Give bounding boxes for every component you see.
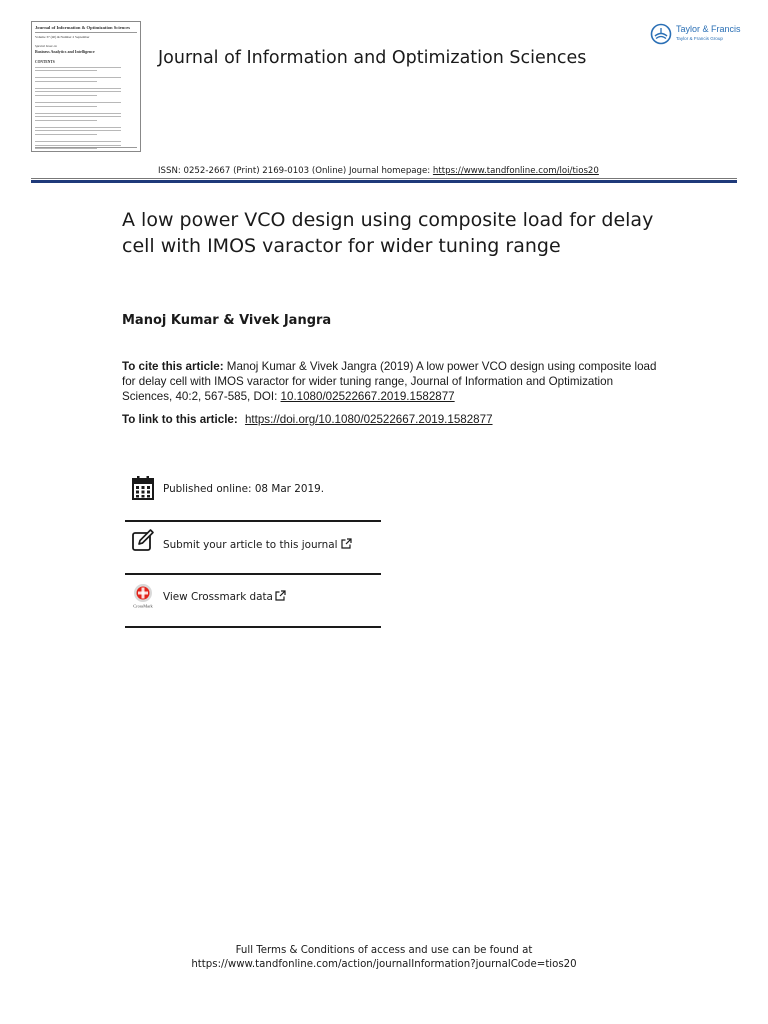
- submit-article-text: Submit your article to this journal: [163, 539, 338, 551]
- info-divider: [125, 626, 381, 628]
- submit-article-link[interactable]: [163, 538, 352, 551]
- issn-text: ISSN: 0252-2667 (Print) 2169-0103 (Online) Journal homepage:: [158, 166, 433, 176]
- crossmark-icon: [131, 583, 155, 609]
- terms-url-link[interactable]: https://www.tandfonline.com/action/journalInformation?journalCode=tios20: [191, 959, 577, 970]
- publisher-subname: Taylor & Francis Group: [676, 36, 723, 41]
- external-link-icon: [275, 590, 286, 601]
- cover-contents-label: CONTENTS: [35, 60, 55, 64]
- publisher-name: Taylor & Francis: [676, 24, 741, 34]
- header-divider-thin: [31, 178, 737, 179]
- terms-line: Full Terms & Conditions of access and use can be found at: [235, 945, 533, 956]
- cover-title: Journal of Information & Optimization Sciences: [35, 25, 137, 33]
- external-link-icon: [341, 538, 352, 549]
- journal-title: Journal of Information and Optimization Sciences: [158, 48, 587, 68]
- terms-footer: [0, 944, 768, 972]
- article-link-block: [122, 413, 493, 426]
- issn-line: [158, 166, 599, 176]
- submit-article-item[interactable]: [125, 528, 381, 568]
- journal-cover-thumbnail: [31, 21, 141, 152]
- cover-issue-subject: Business Analytics and Intelligence: [35, 49, 95, 54]
- info-divider: [125, 573, 381, 575]
- journal-homepage-link[interactable]: https://www.tandfonline.com/loi/tios20: [432, 166, 599, 176]
- calendar-icon: [131, 475, 155, 501]
- publisher-logo[interactable]: [650, 22, 742, 48]
- citation-block: [122, 359, 662, 404]
- info-divider: [125, 520, 381, 522]
- article-doi-link[interactable]: https://doi.org/10.1080/02522667.2019.1582877: [244, 413, 493, 426]
- crossmark-link[interactable]: [163, 590, 286, 603]
- cover-volume: Volume 37 (40) & Number 2 September: [35, 35, 90, 39]
- article-title: A low power VCO design using composite load for delay cell with IMOS varactor for wider tuning range: [122, 209, 654, 257]
- header-divider: [31, 180, 737, 183]
- article-authors: Manoj Kumar & Vivek Jangra: [122, 313, 332, 328]
- cover-issue-label: Special Issue on: [35, 44, 58, 48]
- article-link-label: To link to this article:: [122, 413, 238, 426]
- cover-contents-lines: [35, 67, 137, 152]
- edit-icon: [131, 528, 155, 554]
- crossmark-badge-text: CrossMark: [133, 603, 153, 609]
- citation-label: To cite this article:: [122, 360, 224, 373]
- published-online-item: [125, 475, 381, 515]
- published-online-text: Published online: 08 Mar 2019.: [163, 483, 325, 495]
- citation-text: Manoj Kumar & Vivek Jangra (2019) A low power VCO design using composite load for delay cell with IMOS varactor for wider tuning range, Journal of Information and Optimization Sciences, 40:2, 567-585, DOI:: [122, 360, 657, 403]
- crossmark-text: View Crossmark data: [163, 591, 273, 603]
- publisher-logo-icon: [650, 23, 672, 45]
- crossmark-item[interactable]: [125, 581, 381, 621]
- citation-doi-link[interactable]: 10.1080/02522667.2019.1582877: [280, 390, 455, 403]
